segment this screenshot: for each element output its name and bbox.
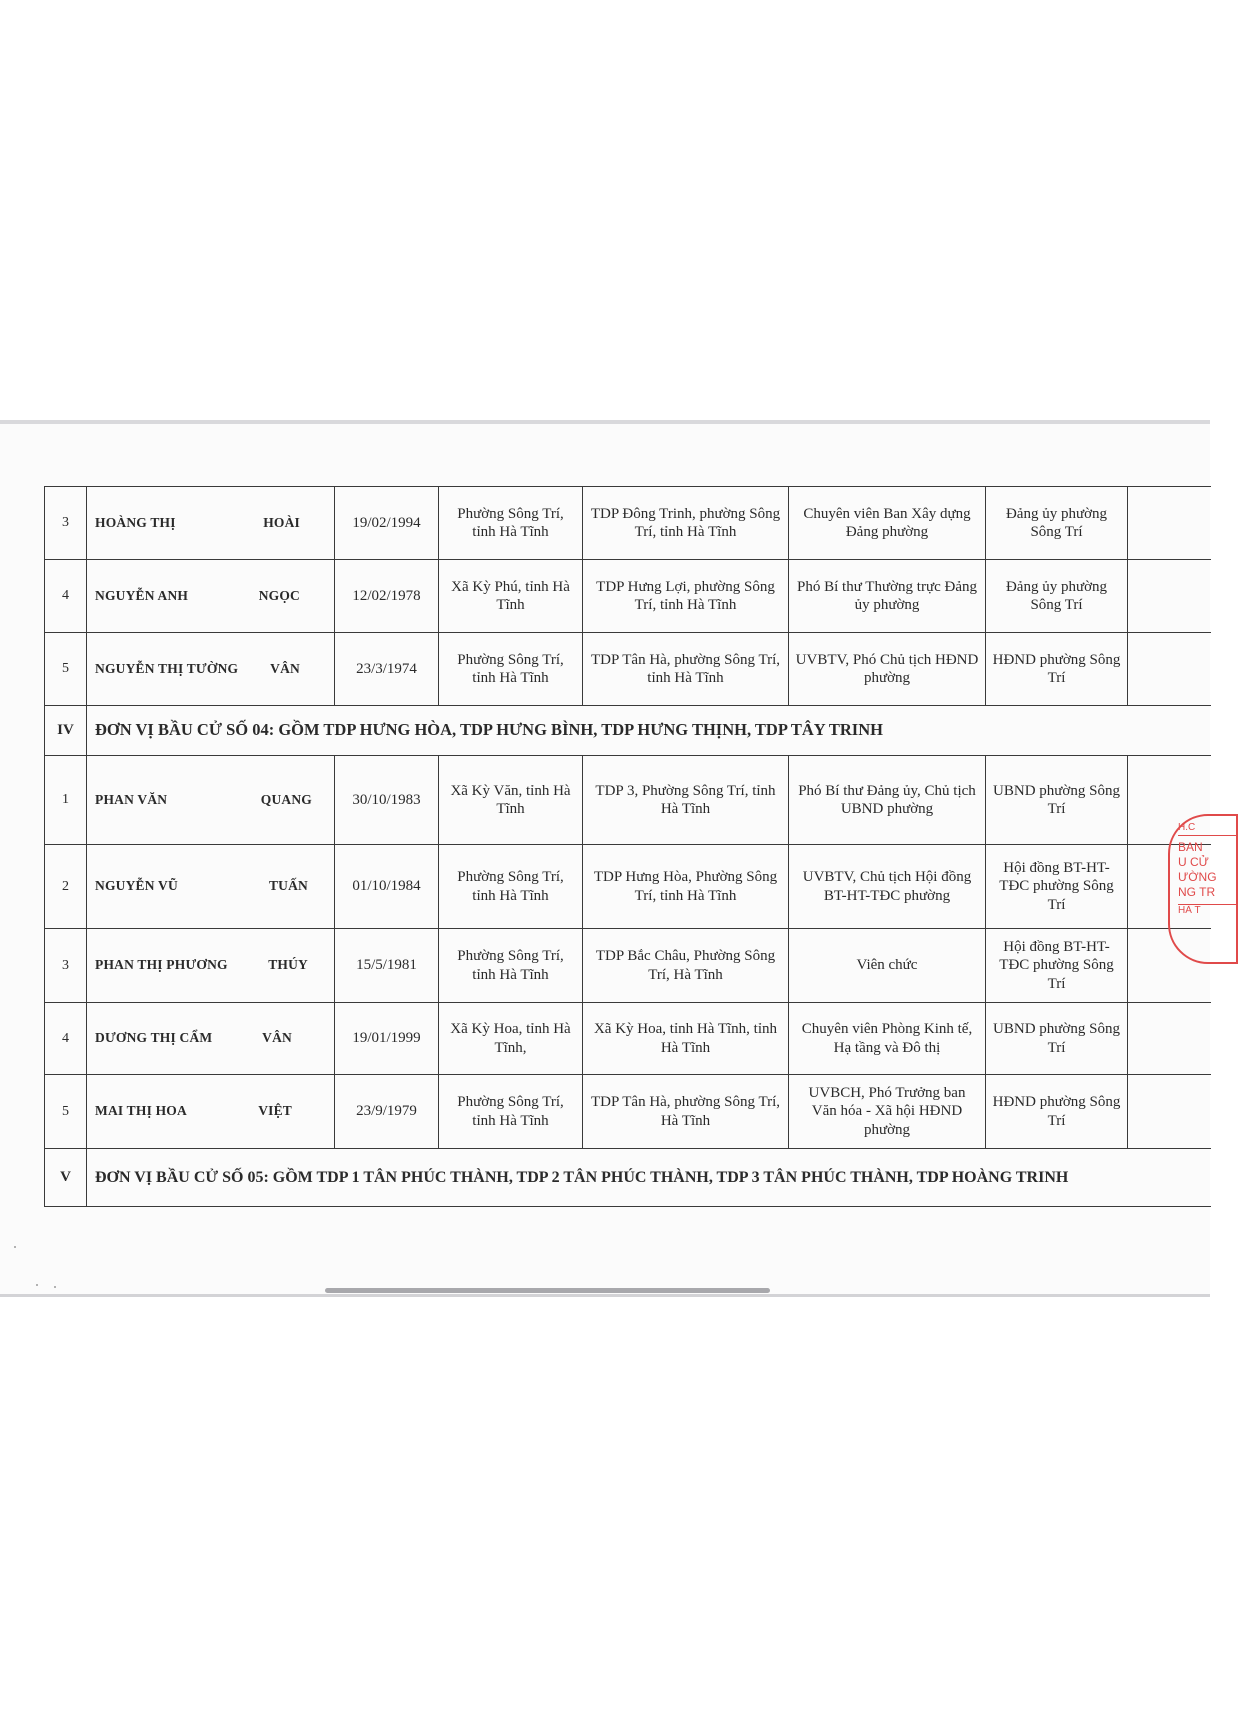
surname: NGUYỄN ANH [95, 587, 189, 603]
birth-date: 23/9/1979 [335, 1075, 439, 1149]
full-name [87, 633, 335, 706]
table-row [45, 756, 1211, 845]
full-name [87, 487, 335, 560]
given-name: TUẤN [268, 878, 308, 894]
residence: TDP 3, Phường Sông Trí, tỉnh Hà Tĩnh [583, 756, 789, 845]
row-number: 4 [45, 1003, 87, 1075]
stamp-text: NG TR [1178, 884, 1216, 899]
surname: DƯƠNG THỊ CẨM [95, 1030, 213, 1046]
hometown: Phường Sông Trí, tỉnh Hà Tĩnh [439, 1075, 583, 1149]
hometown: Phường Sông Trí, tỉnh Hà Tĩnh [439, 845, 583, 929]
full-name [87, 1003, 335, 1075]
surname: HOÀNG THỊ [95, 514, 176, 530]
surname: PHAN VĂN [95, 791, 168, 807]
birth-date: 01/10/1984 [335, 845, 439, 929]
blank-cell [1128, 487, 1211, 560]
position: UVBCH, Phó Trưởng ban Văn hóa - Xã hội HĐND phường [789, 1075, 986, 1149]
position: UVBTV, Phó Chủ tịch HĐND phường [789, 633, 986, 706]
given-name: VIỆT [258, 1103, 292, 1119]
candidate-table [44, 486, 1211, 1207]
given-name: VÂN [270, 660, 300, 676]
full-name [87, 560, 335, 633]
hometown: Phường Sông Trí, tỉnh Hà Tĩnh [439, 929, 583, 1003]
blank-cell [1128, 1075, 1211, 1149]
section-number: V [45, 1149, 87, 1207]
table-row [45, 1003, 1211, 1075]
birth-date: 19/02/1994 [335, 487, 439, 560]
hometown: Phường Sông Trí, tỉnh Hà Tĩnh [439, 487, 583, 560]
row-number: 2 [45, 845, 87, 929]
workplace: UBND phường Sông Trí [986, 1003, 1128, 1075]
given-name: HOÀI [263, 514, 300, 530]
surname: PHAN THỊ PHƯƠNG [95, 957, 228, 973]
horizontal-scrollbar[interactable] [325, 1288, 770, 1293]
workplace: HĐND phường Sông Trí [986, 1075, 1128, 1149]
surname: NGUYỄN VŨ [95, 878, 178, 894]
section-heading-row [45, 706, 1211, 756]
stamp-text: BAN [1178, 839, 1203, 854]
position: Chuyên viên Phòng Kinh tế, Hạ tầng và Đô thị [789, 1003, 986, 1075]
stamp-text: H.C [1178, 822, 1236, 836]
residence: Xã Kỳ Hoa, tỉnh Hà Tĩnh, tỉnh Hà Tĩnh [583, 1003, 789, 1075]
row-number: 3 [45, 487, 87, 560]
section-heading-row [45, 1149, 1211, 1207]
birth-date: 19/01/1999 [335, 1003, 439, 1075]
red-stamp [1168, 814, 1238, 964]
full-name [87, 929, 335, 1003]
residence: TDP Hưng Hòa, Phường Sông Trí, tỉnh Hà Tĩnh [583, 845, 789, 929]
workplace: Hội đồng BT-HT-TĐC phường Sông Trí [986, 845, 1128, 929]
position: UVBTV, Chủ tịch Hội đồng BT-HT-TĐC phường [789, 845, 986, 929]
row-number: 5 [45, 1075, 87, 1149]
surname: NGUYỄN THỊ TƯỜNG [95, 660, 239, 676]
hometown: Xã Kỳ Hoa, tỉnh Hà Tĩnh, [439, 1003, 583, 1075]
scanned-page [0, 420, 1217, 1297]
workplace: Đảng ủy phường Sông Trí [986, 560, 1128, 633]
section-number: IV [45, 706, 87, 756]
stamp-text: U CỬ [1178, 854, 1209, 869]
birth-date: 15/5/1981 [335, 929, 439, 1003]
given-name: NGỌC [258, 587, 300, 603]
given-name: THÚY [268, 957, 308, 973]
workplace: Hội đồng BT-HT-TĐC phường Sông Trí [986, 929, 1128, 1003]
given-name: QUANG [260, 791, 312, 807]
table-row [45, 633, 1211, 706]
table-row [45, 560, 1211, 633]
birth-date: 30/10/1983 [335, 756, 439, 845]
row-number: 4 [45, 560, 87, 633]
full-name [87, 756, 335, 845]
residence: TDP Hưng Lợi, phường Sông Trí, tỉnh Hà Tĩnh [583, 560, 789, 633]
scan-speck [14, 1246, 16, 1248]
residence: TDP Tân Hà, phường Sông Trí, Hà Tĩnh [583, 1075, 789, 1149]
workplace: Đảng ủy phường Sông Trí [986, 487, 1128, 560]
table-row [45, 845, 1211, 929]
stamp-text: HÀ T [1178, 904, 1236, 918]
table-row [45, 487, 1211, 560]
hometown: Phường Sông Trí, tỉnh Hà Tĩnh [439, 633, 583, 706]
workplace: UBND phường Sông Trí [986, 756, 1128, 845]
residence: TDP Tân Hà, phường Sông Trí, tỉnh Hà Tĩnh [583, 633, 789, 706]
birth-date: 12/02/1978 [335, 560, 439, 633]
blank-cell [1128, 633, 1211, 706]
row-number: 5 [45, 633, 87, 706]
stamp-text: ƯỜNG [1178, 869, 1217, 884]
position: Viên chức [789, 929, 986, 1003]
full-name [87, 1075, 335, 1149]
hometown: Xã Kỳ Văn, tỉnh Hà Tĩnh [439, 756, 583, 845]
blank-cell [1128, 1003, 1211, 1075]
section-title: ĐƠN VỊ BẦU CỬ SỐ 05: GỒM TDP 1 TÂN PHÚC THÀNH, TDP 2 TÂN PHÚC THÀNH, TDP 3 TÂN PHÚC THÀNH, TDP HOÀNG TRINH [87, 1149, 1211, 1207]
section-title: ĐƠN VỊ BẦU CỬ SỐ 04: GỒM TDP HƯNG HÒA, TDP HƯNG BÌNH, TDP HƯNG THỊNH, TDP TÂY TRINH [87, 706, 1211, 756]
blank-cell [1128, 560, 1211, 633]
hometown: Xã Kỳ Phú, tỉnh Hà Tĩnh [439, 560, 583, 633]
row-number: 1 [45, 756, 87, 845]
row-number: 3 [45, 929, 87, 1003]
position: Chuyên viên Ban Xây dựng Đảng phường [789, 487, 986, 560]
workplace: HĐND phường Sông Trí [986, 633, 1128, 706]
surname: MAI THỊ HOA [95, 1103, 187, 1119]
scan-speck [36, 1284, 38, 1286]
birth-date: 23/3/1974 [335, 633, 439, 706]
residence: TDP Bắc Châu, Phường Sông Trí, Hà Tĩnh [583, 929, 789, 1003]
table-row [45, 929, 1211, 1003]
position: Phó Bí thư Đảng ủy, Chủ tịch UBND phường [789, 756, 986, 845]
scan-speck [54, 1286, 56, 1288]
residence: TDP Đông Trinh, phường Sông Trí, tỉnh Hà Tĩnh [583, 487, 789, 560]
table-row [45, 1075, 1211, 1149]
given-name: VÂN [262, 1030, 292, 1046]
full-name [87, 845, 335, 929]
position: Phó Bí thư Thường trực Đảng ủy phường [789, 560, 986, 633]
